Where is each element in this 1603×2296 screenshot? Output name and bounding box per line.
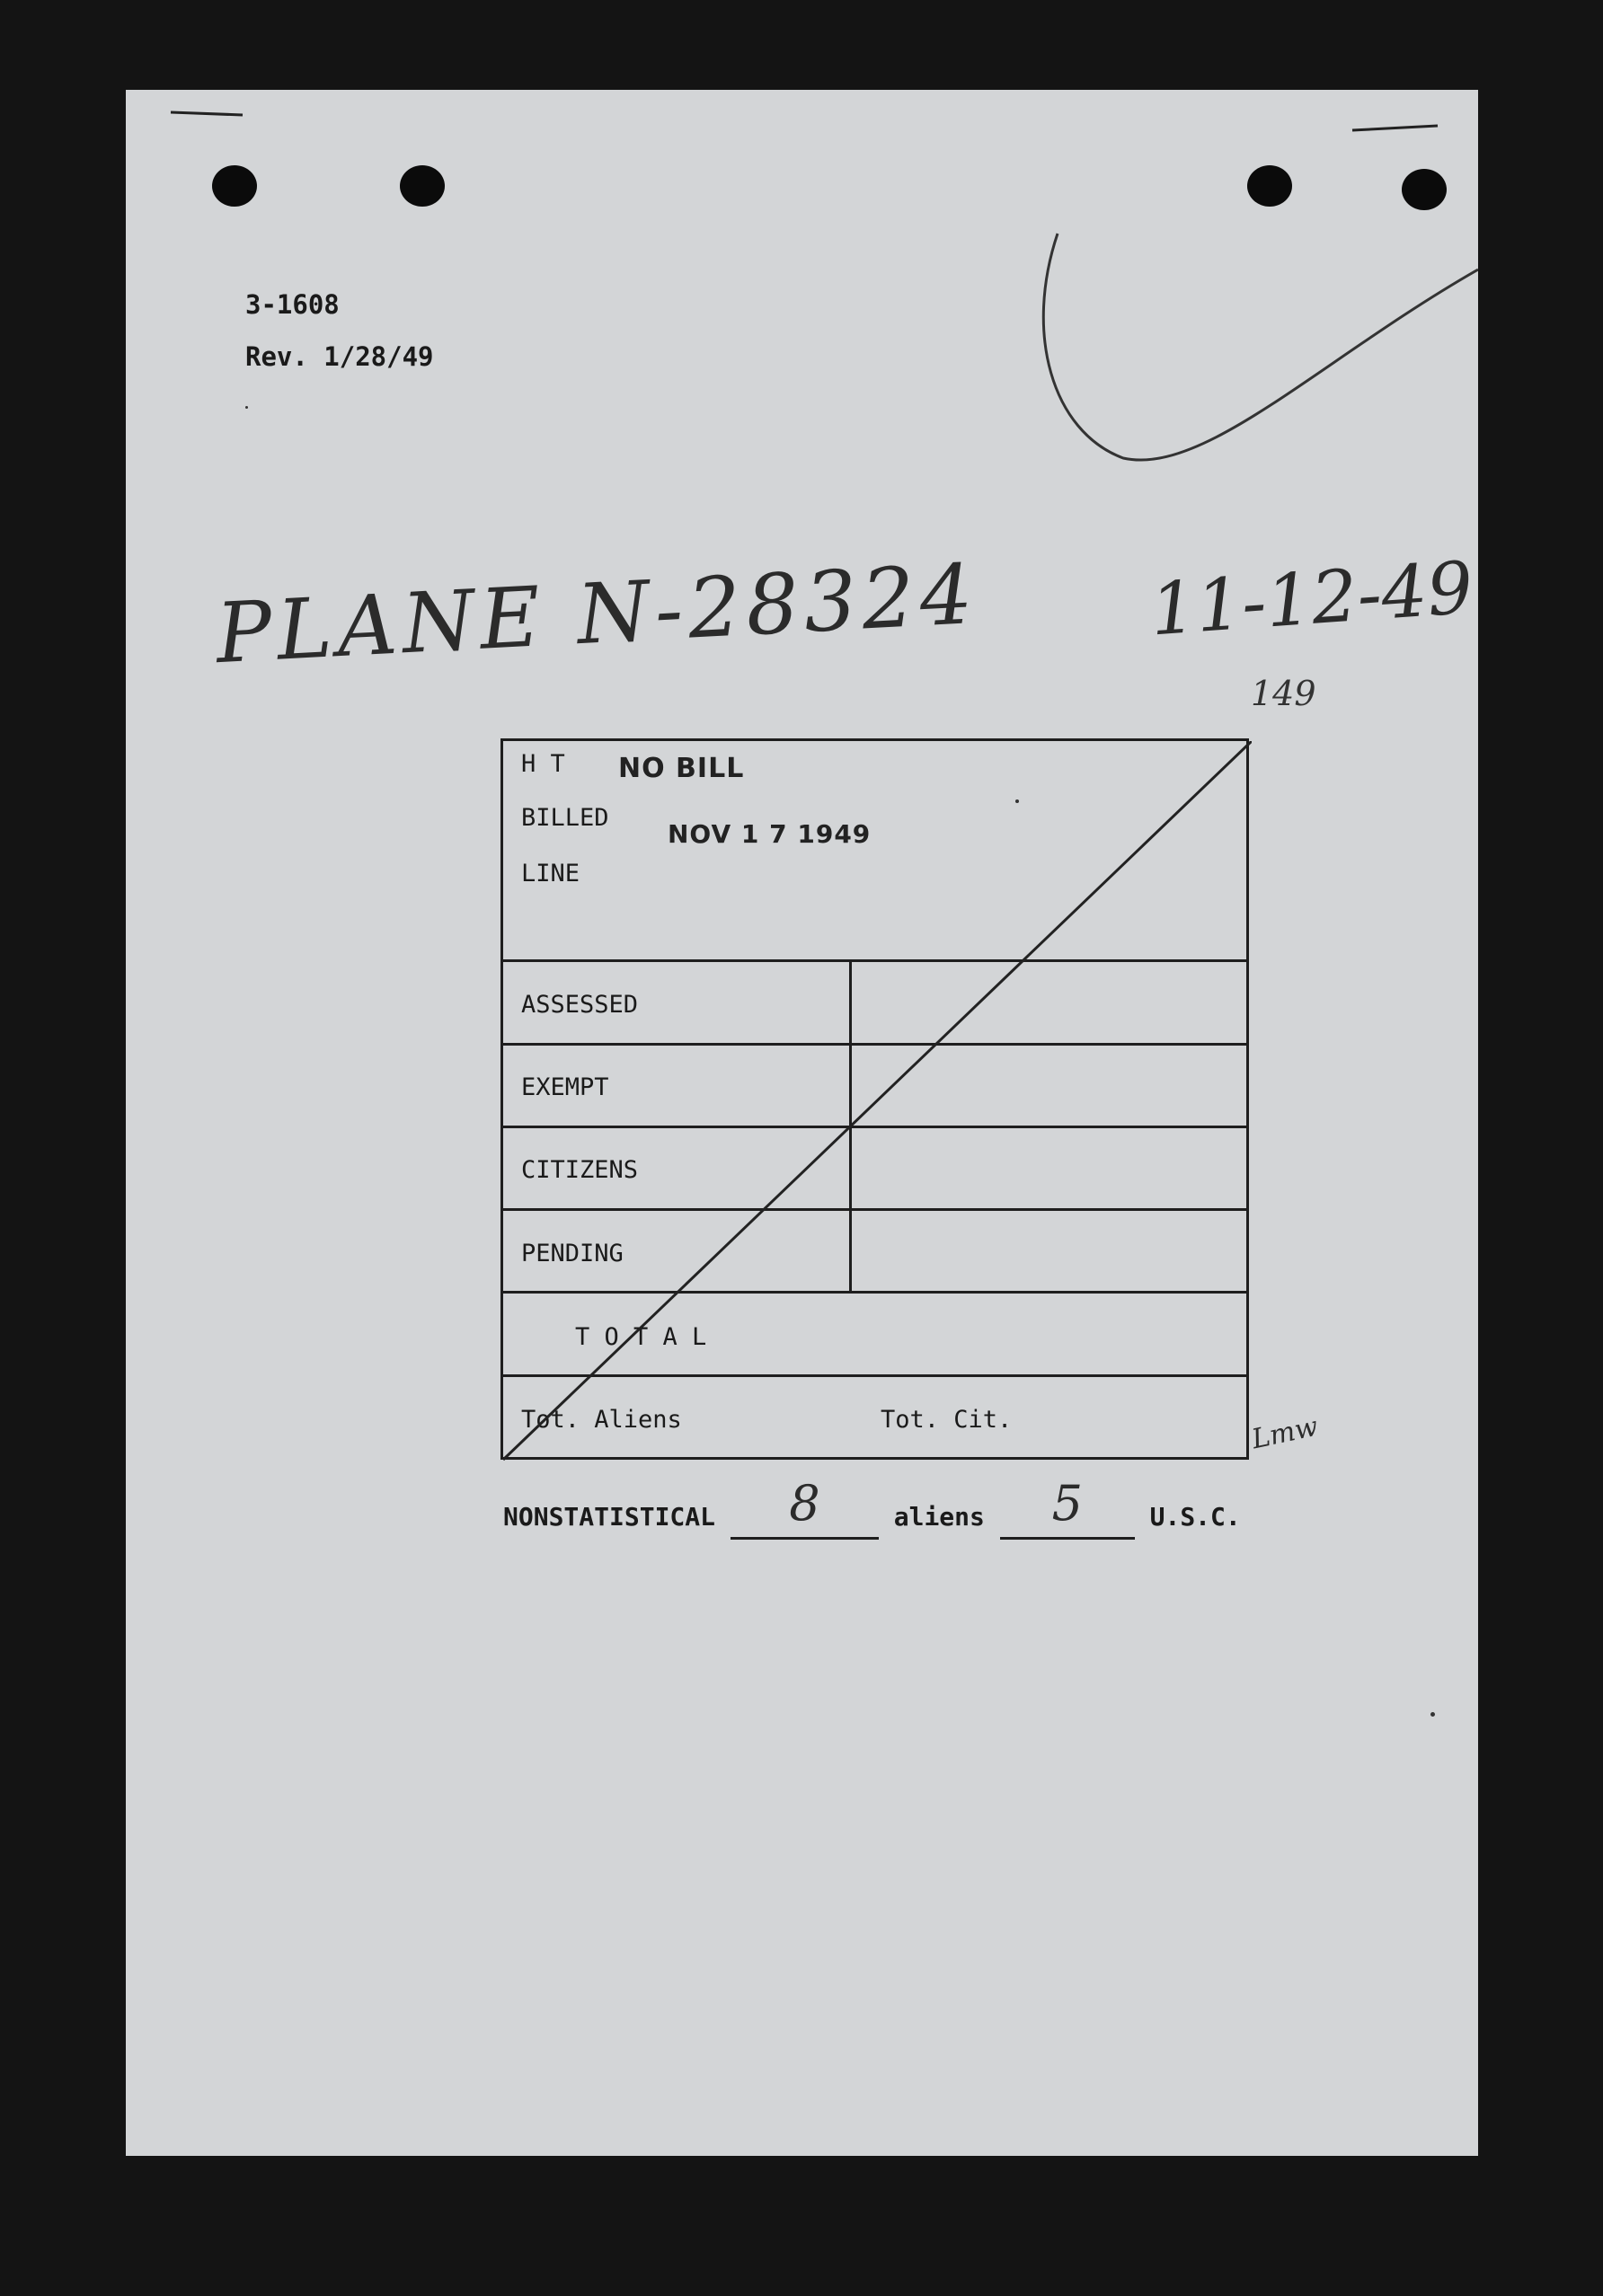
pending-label: PENDING [521,1240,624,1267]
handwritten-plane-number: PLANE N-28324 [213,545,980,683]
ht-label: H T [521,750,565,778]
nonstatistical-row [503,1475,1241,1540]
aliens-count-field [731,1475,879,1540]
assessed-label: ASSESSED [521,991,639,1019]
received-date-stamp: NOV 1 7 1949 [668,819,872,849]
citizens-label: CITIZENS [521,1156,639,1184]
total-label: T O T A L [575,1323,707,1351]
usc-count-field [1000,1475,1135,1540]
aliens-label: aliens [893,1502,985,1532]
handwritten-initials: Lmw [1249,1410,1321,1456]
form-revision: Rev. 1/28/49 [245,341,434,372]
usc-label: U.S.C. [1149,1502,1241,1532]
tot-cit-label: Tot. Cit. [881,1406,1013,1434]
line-label: LINE [521,860,580,887]
nonstatistical-label: NONSTATISTICAL [503,1502,716,1532]
aliens-count: 8 [789,1475,820,1532]
strike-through-line [503,741,1252,1462]
exempt-label: EXEMPT [521,1073,609,1101]
page-number: 149 [1251,674,1316,713]
billed-label: BILLED [521,804,609,832]
handwritten-date: 11-12-49 [1147,545,1476,652]
paper-speck [1430,1712,1435,1717]
usc-count: 5 [1051,1475,1083,1532]
document-page [126,90,1478,2156]
tally-form [500,738,1249,1460]
paper-speck [1015,799,1019,803]
no-bill-stamp: NO BILL [618,753,745,784]
tot-aliens-label: Tot. Aliens [521,1406,682,1434]
paper-speck [245,406,248,409]
form-code: 3-1608 [245,289,340,320]
